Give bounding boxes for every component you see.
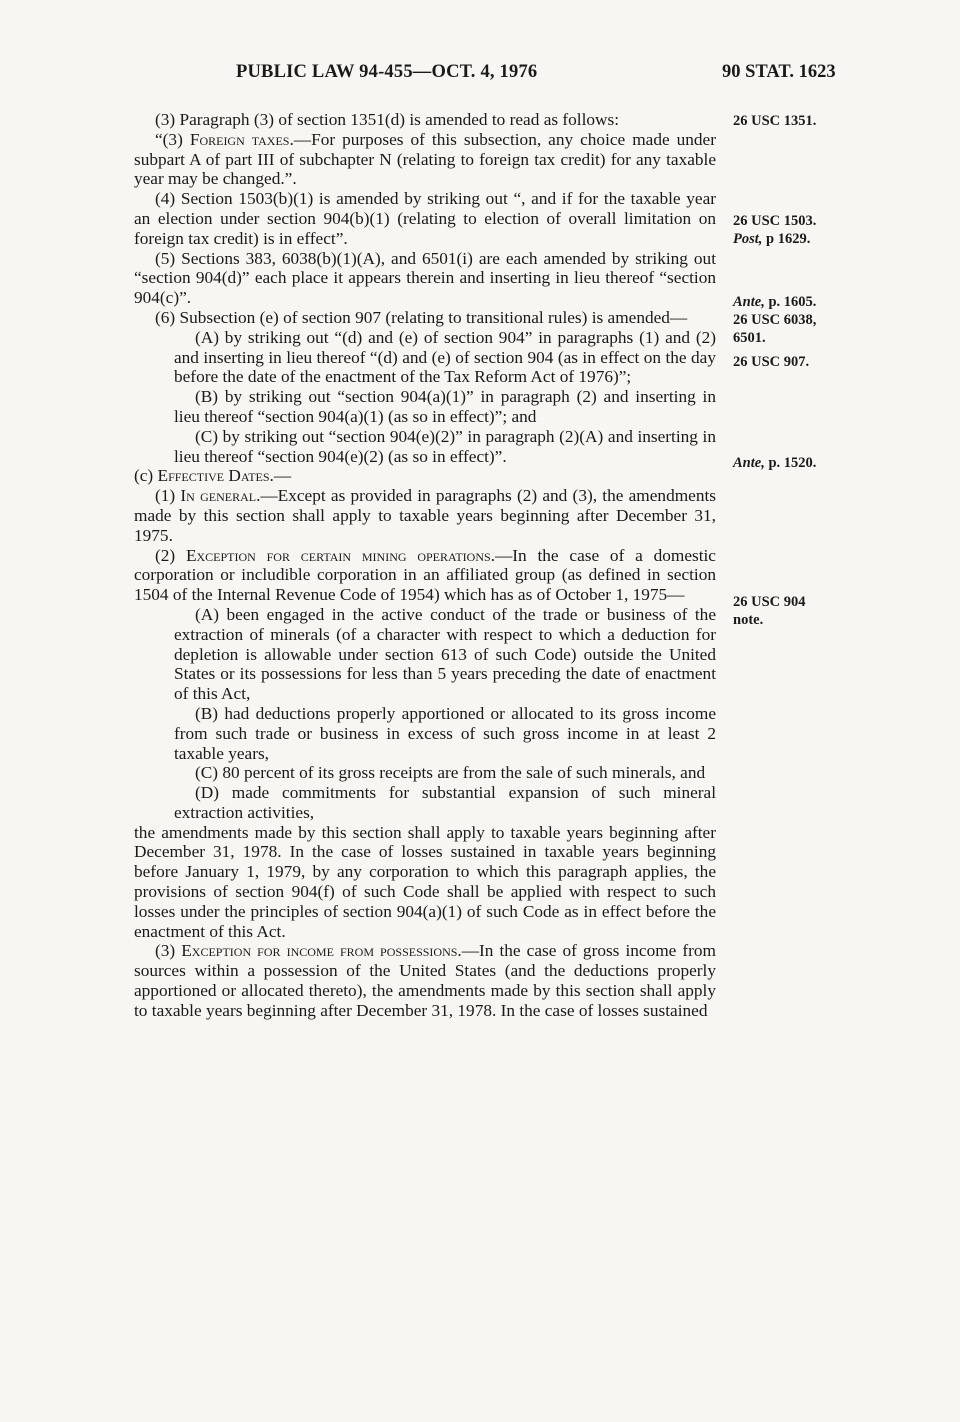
subparagraph-6c: (C) by striking out “section 904(e)(2)” in paragraph (2)(A) and inserting in lieu thereof “section 904(e)(2) (as so in effect)”. — [174, 426, 716, 466]
page-header — [0, 62, 960, 86]
margin-note-ante-1605: Ante, p. 1605. 26 USC 6038, 6501. — [733, 294, 817, 346]
heading-foreign-taxes: Foreign taxes. — [189, 129, 294, 149]
subparagraph-c2b: (B) had deductions properly apportioned or allocated to its gross income from such trade or business in excess of such gross income in at least 2 taxable years, — [174, 703, 716, 763]
paragraph-foreign-taxes: “(3) Foreign taxes.—For purposes of this subsection, any choice made under subpart A of part III of subchapter N (relating to foreign tax credit) for any taxable year may be changed.”. — [134, 129, 716, 189]
paragraph-c2-tail: the amendments made by this section shall apply to taxable years beginning after December 31, 1978. In the case of losses sustained in taxable years beginning before January 1, 1979, by any corporation to which this paragraph applies, the provisions of section 904(f) of such Code shall be applied with respect to such losses under the principles of section 904(a)(1) of such Code as in effect before the enactment of this Act. — [134, 822, 716, 941]
margin-note-26-usc-904-note: 26 USC 904 note. — [733, 594, 806, 628]
subparagraph-6a: (A) by striking out “(d) and (e) of section 904” in paragraphs (1) and (2) and inserting in lieu thereof “(d) and (e) of section 904 (as in effect on the day before the date of the enactment of the Tax Reform Act of 1976)”; — [174, 327, 716, 387]
heading-in-general: In general. — [180, 486, 261, 506]
paragraph-4: (4) Section 1503(b)(1) is amended by striking out “, and if for the taxable year an election under section 904(b)(1) (relating to election of overall limitation on foreign tax credit) is in effect”. — [134, 189, 716, 248]
statute-page-number: 90 STAT. 1623 — [722, 62, 836, 82]
heading-mining-exception: Exception for certain mining operations. — [185, 545, 496, 565]
margin-note-26-usc-1351: 26 USC 1351. — [733, 113, 817, 129]
heading-effective-dates: Effective Dates. — [157, 466, 274, 486]
subparagraph-c2c: (C) 80 percent of its gross receipts are from the sale of such minerals, and — [195, 763, 706, 783]
paragraph-c1: (1) In general.—Except as provided in paragraphs (2) and (3), the amendments made by this section shall apply to taxable years beginning after December 31, 1975. — [134, 486, 716, 545]
running-title: PUBLIC LAW 94-455—OCT. 4, 1976 — [236, 62, 538, 82]
margin-note-26-usc-1503: 26 USC 1503. Post, p 1629. — [733, 213, 817, 247]
margin-note-ante-1520: Ante, p. 1520. — [733, 455, 817, 471]
paragraph-3: (3) Paragraph (3) of section 1351(d) is amended to read as follows: — [155, 110, 620, 129]
margin-note-26-usc-907: 26 USC 907. — [733, 354, 810, 370]
paragraph-5: (5) Sections 383, 6038(b)(1)(A), and 6501(i) are each amended by striking out “section 904(d)” each place it appears therein and inserting in lieu thereof “section 904(c)”. — [134, 248, 716, 308]
heading-possessions-exception: Exception for income from possessions. — [181, 941, 462, 961]
statute-body — [134, 110, 716, 1021]
subparagraph-c2a: (A) been engaged in the active conduct of the trade or business of the extraction of minerals (of a character with respect to which a deduction for depletion is allowable under section 613 of such Code) outside the United States or its possessions for less than 5 years preceding the date of enactment of this Act, — [174, 604, 716, 704]
paragraph-c3: (3) Exception for income from possessions.—In the case of gross income from sources within a possession of the United States (and the deductions properly apportioned or allocated thereto), the amendments made by this section shall apply to taxable years beginning after December 31, 1978. In the case of losses sustained — [134, 941, 716, 1020]
subparagraph-6b: (B) by striking out “section 904(a)(1)” in paragraph (2) and inserting in lieu thereof “section 904(a)(1) (as so in effect)”; and — [174, 387, 716, 426]
subsection-c: (c) Effective Dates.— — [134, 466, 292, 486]
paragraph-c2: (2) Exception for certain mining operations.—In the case of a domestic corporation or includible corporation in an affiliated group (as defined in section 1504 of the Internal Revenue Code of 1954) which has as of October 1, 1975— — [134, 545, 716, 605]
paragraph-6: (6) Subsection (e) of section 907 (relating to transitional rules) is amended— — [155, 307, 688, 327]
subparagraph-c2d: (D) made commitments for substantial expansion of such mineral extraction activities, — [174, 783, 716, 822]
